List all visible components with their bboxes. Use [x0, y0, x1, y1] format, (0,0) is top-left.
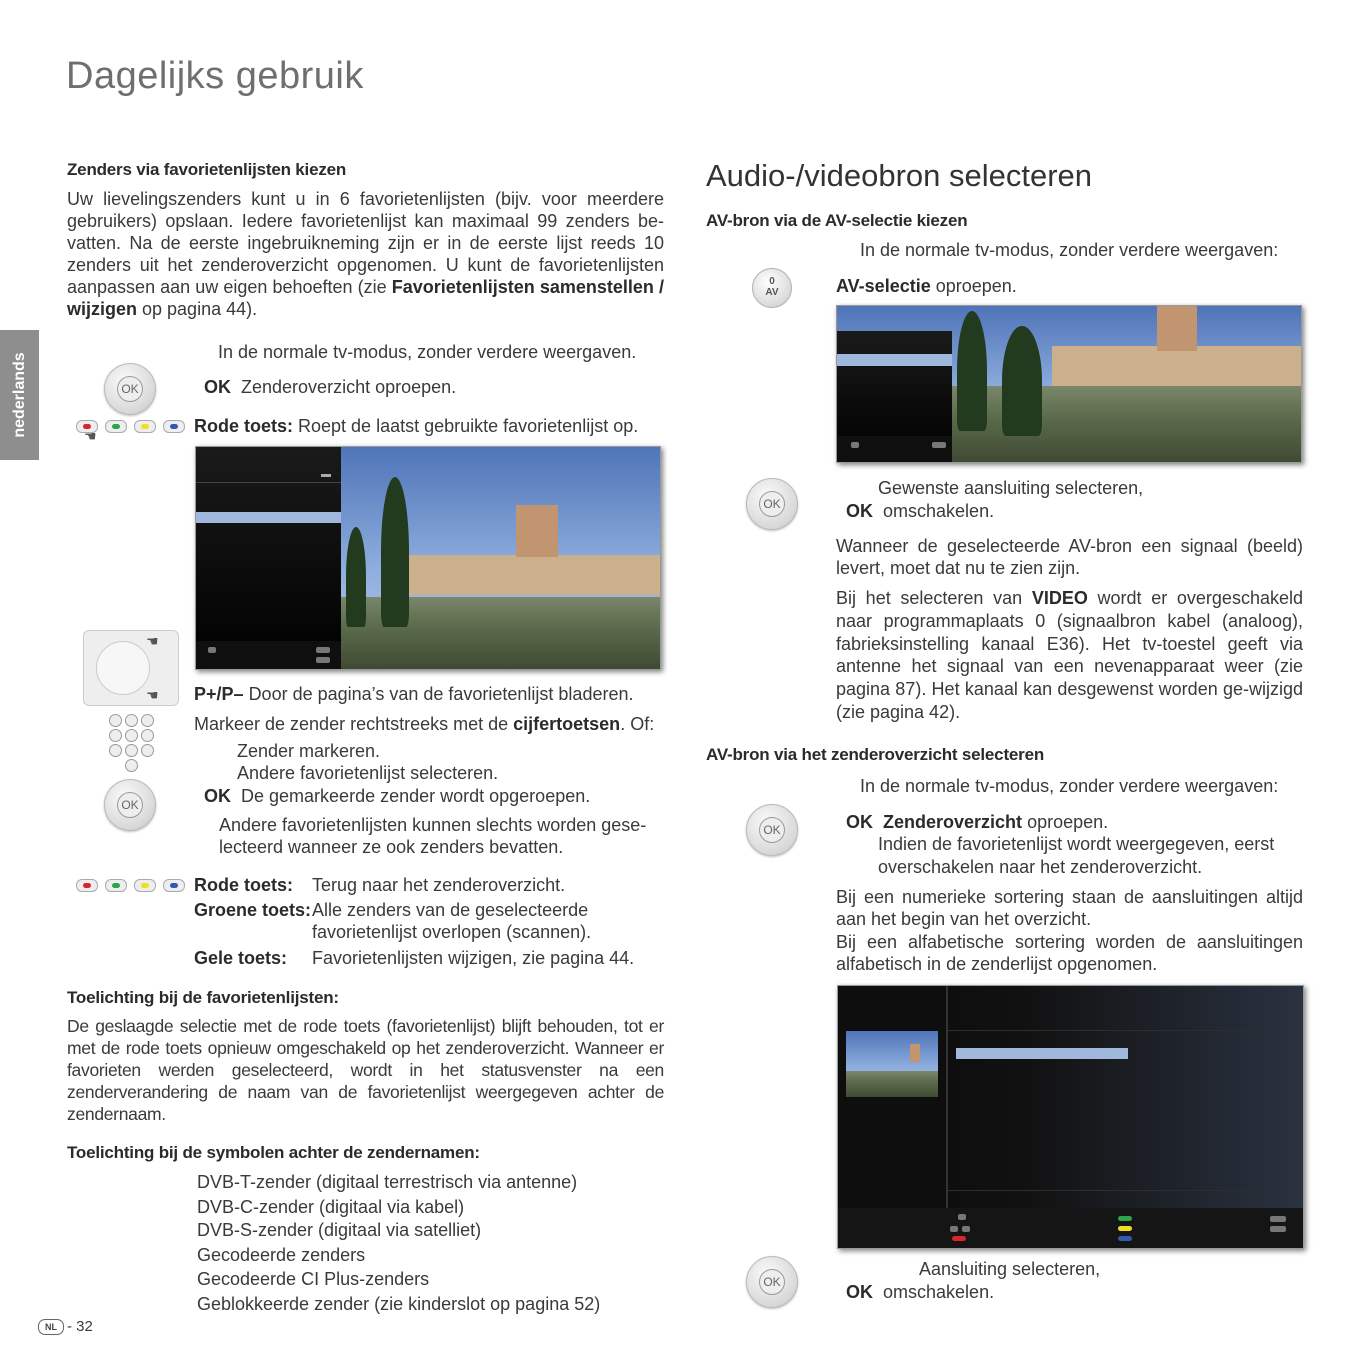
- sort-alpha-paragraph: Bij een alfabetische sortering worden de aansluitingen alfabetisch in de zenderlijst opgenomen.: [836, 932, 1303, 974]
- expl-paragraph: De geslaagde selectie met de rode toets (favorietenlijst) blijft behouden, tot er met de rode toets opnieuw omgeschakeld op het zenderoverzicht. Wanneer er favorieten werden geselecteerd, wordt in het statusvenster na een zenderverandering de naam van de favorietenlijst weergegeven achter de zendernaam.: [67, 1016, 664, 1124]
- key-text-green: Alle zenders van de geselecteerde: [312, 900, 589, 920]
- fav-note-line-1: Indien de favorietenlijst wordt weergegeven, eerst: [878, 834, 1275, 854]
- section-title-av: Audio-/videobron selecteren: [706, 158, 1093, 193]
- pointing-hand-icon: ☚: [84, 428, 97, 444]
- nl-badge-icon: NL: [38, 1319, 64, 1335]
- tv-screenshot-channel-overview: [837, 985, 1304, 1249]
- side-tab-label: nederlands: [10, 352, 28, 438]
- yellow-key-icon: [134, 420, 156, 433]
- number-keys-icon: [107, 714, 155, 770]
- red-key-step: Rode toets: Roept de laatst gebruikte favorietenlijst op.: [194, 416, 639, 436]
- key-label-yellow: Gele toets:: [194, 948, 288, 968]
- page-number: - 32: [67, 1318, 93, 1335]
- tv-screenshot-av-selection: [836, 305, 1302, 463]
- av-heading: AV-bron via de AV-selectie kiezen: [706, 211, 968, 230]
- ok-step: OK Zenderoverzicht oproepen.: [204, 377, 457, 397]
- expl-heading: Toelichting bij de favorietenlijsten:: [67, 988, 339, 1007]
- av-paragraph-2: Bij het selecteren van VIDEO wordt er overgeschakeld naar programmaplaats 0 (signaalbron kabel (analoog), fabrieksinstelling kanaal E36). Het tv-toestel geeft via antenne het signaal van een nevenapparaat weer (zie pagina 87). Het kanaal kan desgewenst worden ge-wijzigd (zie pagina 42).: [836, 588, 1303, 722]
- select-connection-text: Gewenste aansluiting selecteren,: [878, 478, 1144, 498]
- green-key-icon: [105, 420, 127, 433]
- pp-step: P+/P– Door de pagina’s van de favorietenlijst bladeren.: [194, 684, 634, 704]
- normal-mode-text-right-2: In de normale tv-modus, zonder verdere weergaven:: [860, 776, 1279, 796]
- av-paragraph-1: Wanneer de geselecteerde AV-bron een signaal (beeld) levert, moet dat nu te zien zijn.: [836, 536, 1303, 578]
- yellow-key-icon-2: [134, 879, 156, 892]
- fav-note-line-2: overschakelen naar het zenderoverzicht.: [878, 857, 1203, 877]
- green-key-icon-2: [105, 879, 127, 892]
- key-text-yellow: Favorietenlijsten wijzigen, zie pagina 44.: [312, 948, 635, 968]
- normal-mode-text: In de normale tv-modus, zonder verdere weergaven.: [218, 342, 637, 362]
- ok-switch-step: OK omschakelen.: [846, 501, 995, 521]
- step-mark-channel: Zender markeren.: [237, 741, 381, 761]
- select-connection-text-2: Aansluiting selecteren,: [919, 1259, 1101, 1279]
- ok-overview-step: OK Zenderoverzicht oproepen.: [846, 812, 1109, 832]
- list-heading: AV-bron via het zenderoverzicht selecteren: [706, 745, 1045, 764]
- ok-button-icon-4: OK: [746, 804, 798, 856]
- language-side-tab: [0, 330, 39, 460]
- key-text-green-2: favorietenlijst overlopen (scannen).: [312, 922, 592, 942]
- ok-button-icon-5: OK: [746, 1256, 798, 1308]
- fav-heading: Zenders via favorietenlijsten kiezen: [67, 160, 347, 179]
- symbol-encrypted: Gecodeerde zenders: [197, 1245, 366, 1265]
- fav-paragraph: Uw lievelingszenders kunt u in 6 favorietenlijsten (bijv. voor meerdere gebruikers) opslaan. Iedere favorietenlijst kan maximaal 99 zenders be-vatten. Na de eerste ingebruikneming zijn er in de eerste lijst reeds 10 zenders uit het zenderoverzicht opgenomen. U kunt de favorietenlijsten aanpassen aan uw eigen behoeften (zie Favorietenlijsten samenstellen / wijzigen op pagina 44).: [67, 189, 664, 319]
- remote-pplus-pminus-icon: ☚ ☚: [83, 630, 179, 706]
- mark-step: Markeer de zender rechtstreeks met de cijfertoetsen. Of:: [194, 714, 655, 734]
- note-line-1: Andere favorietenlijsten kunnen slechts worden gese-: [219, 815, 647, 835]
- symbol-dvb-t: DVB-T-zender (digitaal terrestrisch via antenne): [197, 1172, 578, 1192]
- key-label-red: Rode toets:: [194, 875, 293, 895]
- ok-button-icon-3: OK: [746, 478, 798, 530]
- blue-key-icon: [163, 420, 185, 433]
- av-step: AV-selectie oproepen.: [836, 276, 1017, 296]
- normal-mode-text-right: In de normale tv-modus, zonder verdere weergaven:: [860, 240, 1279, 260]
- symbol-dvb-s: DVB-S-zender (digitaal via satelliet): [197, 1220, 482, 1240]
- note-line-2: lecteerd wanneer ze ook zenders bevatten.: [219, 837, 564, 857]
- symbol-ci-plus: Gecodeerde CI Plus-zenders: [197, 1269, 430, 1289]
- symbol-blocked: Geblokkeerde zender (zie kinderslot op pagina 52): [197, 1294, 601, 1314]
- av-button-icon: 0 AV: [752, 268, 792, 308]
- key-text-red: Terug naar het zenderoverzicht.: [312, 875, 566, 895]
- page-title: Dagelijks gebruik: [66, 55, 364, 97]
- symbol-dvb-c: DVB-C-zender (digitaal via kabel): [197, 1197, 465, 1217]
- ok-step-2: OK De gemarkeerde zender wordt opgeroepen.: [204, 786, 591, 806]
- ok-button-icon-2: OK: [104, 779, 156, 831]
- blue-key-icon-2: [163, 879, 185, 892]
- ok-button-icon: OK: [104, 363, 156, 415]
- symbols-heading: Toelichting bij de symbolen achter de zendernamen:: [67, 1143, 480, 1162]
- sort-numeric-paragraph: Bij een numerieke sortering staan de aansluitingen altijd aan het begin van het overzicht.: [836, 887, 1303, 929]
- tv-screenshot-favorites: [195, 446, 661, 670]
- key-label-green: Groene toets:: [194, 900, 312, 920]
- ok-switch-step-2: OK omschakelen.: [846, 1282, 995, 1302]
- step-other-list: Andere favorietenlijst selecteren.: [237, 763, 499, 783]
- red-key-icon-2: [76, 879, 98, 892]
